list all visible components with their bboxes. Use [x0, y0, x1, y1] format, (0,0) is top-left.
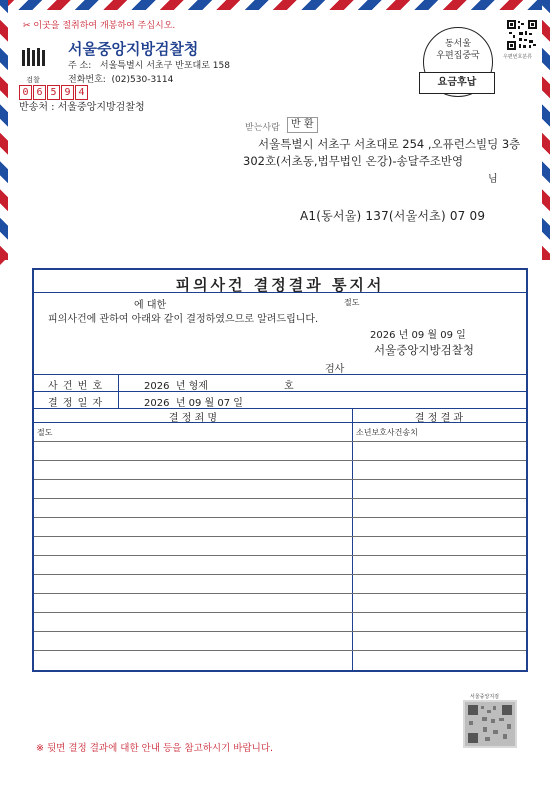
recipient-label: 받는사람	[245, 123, 280, 133]
bottom-qr-caption: 서울중앙지검	[470, 694, 499, 700]
airmail-stripe-right	[542, 0, 550, 260]
grid-line	[34, 517, 526, 518]
grid-line	[34, 631, 526, 632]
prosecutor-label: 검사	[325, 364, 345, 375]
decision-notice-form	[32, 268, 528, 672]
intro-text: 피의사건에 관하여 아래와 같이 결정하였으므로 알려드립니다.	[48, 314, 319, 325]
row-divider	[34, 391, 526, 392]
return-status-badge: 반 환	[287, 117, 318, 133]
case-number-value: 2026 년 형제	[144, 381, 208, 392]
airmail-stripe-top	[0, 0, 550, 10]
decision-date-value: 2026 년 09 월 07 일	[144, 398, 243, 409]
sender-phone: 전화번호: (02)530-3114	[68, 75, 174, 85]
grid-line	[34, 498, 526, 499]
bottom-qr-code-icon	[463, 700, 517, 752]
title-divider	[34, 292, 526, 293]
recipient-address-line2: 302호(서초동,법무법인 온강)-송달주조반영	[243, 154, 464, 168]
result-header: 결 정 결 과	[414, 413, 464, 424]
recipient-address-line1: 서울특별시 서초구 서초대로 254 ,오퓨런스빌딩 3층	[258, 137, 521, 151]
grid-line	[34, 555, 526, 556]
header-divider	[34, 422, 526, 423]
qr-caption: 우편번호분류	[503, 54, 532, 60]
grid-line	[34, 574, 526, 575]
recipient-honorific: 님	[488, 174, 498, 185]
airmail-stripe-left	[0, 0, 8, 260]
grid-line	[34, 612, 526, 613]
grid-line	[34, 536, 526, 537]
return-address: 반송처 : 서울중앙지방검찰청	[19, 102, 145, 113]
decision-date-label: 결 정 일 자	[48, 398, 104, 409]
notice-date: 2026 년 09 월 09 일	[370, 330, 466, 341]
grid-line	[34, 460, 526, 461]
result-value: 소년보호사건송치	[356, 428, 418, 437]
qr-code-icon	[507, 20, 537, 54]
row-divider	[34, 374, 526, 375]
issuing-office: 서울중앙지방검찰청	[374, 343, 474, 357]
case-number-suffix: 호	[284, 381, 294, 392]
grid-line	[34, 441, 526, 442]
postage-paid-box: 요금후납	[419, 72, 495, 94]
scissors-icon: ✂	[23, 21, 34, 31]
footer-note: ※ 뒷면 결정 결과에 대한 안내 등을 참고하시기 바랍니다.	[36, 743, 274, 754]
tear-notice: ✂ 이곳을 절취하여 개봉하여 주십시오.	[23, 21, 176, 31]
grid-line	[34, 479, 526, 480]
grid-line	[34, 593, 526, 594]
crime-header: 결 정 죄 명	[168, 413, 218, 424]
prosecution-seal-logo: 검찰	[19, 48, 47, 78]
crime-value: 절도	[37, 428, 53, 437]
form-title: 피의사건 결정결과 통지서	[175, 276, 385, 294]
postal-routing-code: A1(동서울) 137(서울서초) 07 09	[300, 209, 486, 223]
sender-address: 주 소: 서울특별시 서초구 반포대로 158	[68, 61, 230, 71]
postmark-text: 동서울 우편집중국	[436, 39, 480, 61]
case-number-label: 사 건 번 호	[48, 381, 104, 392]
fold-marker	[0, 258, 7, 265]
sender-name: 서울중앙지방검찰청	[68, 40, 199, 58]
for-label: 에 대한	[134, 300, 167, 311]
crime-inline: 절도	[344, 298, 360, 307]
zip-code: 0 6 5 9 4	[19, 80, 89, 100]
grid-line	[34, 650, 526, 651]
